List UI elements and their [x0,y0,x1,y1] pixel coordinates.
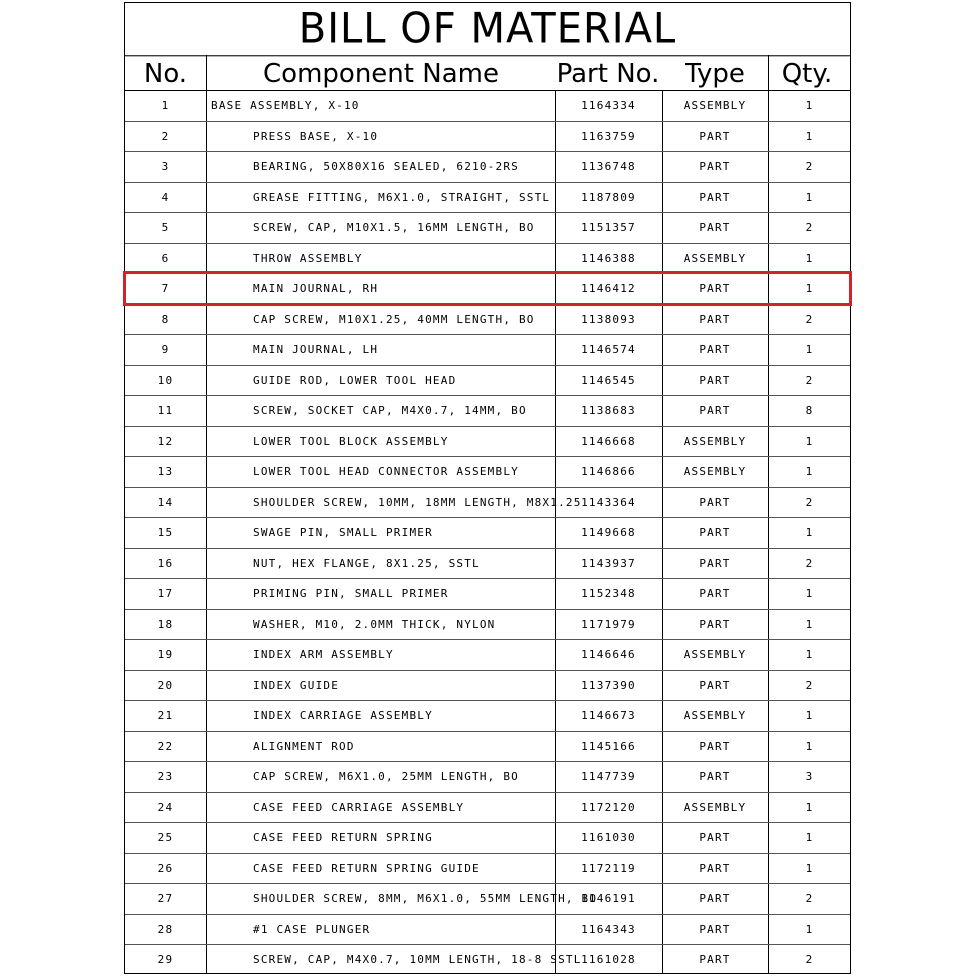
row-qty: 1 [805,617,814,631]
row-no: 25 [157,831,174,844]
row-qty: 1 [805,282,814,295]
table-row [125,152,850,183]
row-no: 18 [157,617,174,631]
row-qty: 1 [805,587,814,600]
row-type: PART [699,678,731,692]
row-no: 26 [157,861,174,875]
row-part-no: 1161030 [581,831,636,844]
table-row [125,488,850,519]
row-qty: 1 [805,739,814,753]
row-part-no: 1143364 [581,495,636,509]
row-component-name: GREASE FITTING, M6X1.0, STRAIGHT, SSTL [253,190,551,204]
row-type: PART [699,404,731,417]
row-component-name: SHOULDER SCREW, 10MM, 18MM LENGTH, M8X1.25 [253,495,582,509]
table-row [125,854,850,885]
row-part-no: 1146574 [581,343,636,356]
table-row [125,610,850,641]
table-row [125,396,850,427]
row-type: PART [699,831,731,844]
row-qty: 2 [805,312,814,326]
row-qty: 8 [805,404,814,417]
row-no: 3 [161,160,170,173]
row-type: PART [699,312,731,326]
bom-table [124,2,851,974]
header-no: No. [143,59,188,89]
table-row [125,183,850,214]
row-part-no: 1146668 [581,434,636,448]
header-qty: Qty. [781,59,833,89]
row-qty: 1 [805,190,814,204]
row-no: 23 [157,770,174,783]
row-type: ASSEMBLY [683,434,747,448]
row-type: PART [699,282,731,295]
row-no: 6 [161,251,170,265]
row-component-name: CASE FEED CARRIAGE ASSEMBLY [253,800,465,814]
row-part-no: 1171979 [581,617,636,631]
row-type: PART [699,526,731,539]
table-row [125,701,850,732]
row-component-name: MAIN JOURNAL, RH [253,282,379,295]
row-component-name: SHOULDER SCREW, 8MM, M6X1.0, 55MM LENGTH, BO [253,892,598,905]
table-row [125,579,850,610]
row-type: PART [699,587,731,600]
row-qty: 2 [805,556,814,570]
row-qty: 2 [805,678,814,692]
row-no: 19 [157,648,174,661]
row-part-no: 1163759 [581,129,636,143]
row-component-name: SWAGE PIN, SMALL PRIMER [253,526,433,539]
row-component-name: INDEX GUIDE [253,678,340,692]
table-row [125,91,850,122]
row-type: ASSEMBLY [683,251,747,265]
row-part-no: 1146412 [581,282,636,295]
row-no: 21 [157,709,174,722]
table-row [125,884,850,915]
table-row [125,457,850,488]
row-no: 8 [161,312,170,326]
row-qty: 2 [805,892,814,905]
row-part-no: 1146646 [581,648,636,661]
row-no: 2 [161,129,170,143]
table-row [125,274,850,305]
row-component-name: SCREW, SOCKET CAP, M4X0.7, 14MM, BO [253,404,527,417]
row-qty: 1 [805,343,814,356]
row-component-name: CASE FEED RETURN SPRING GUIDE [253,861,480,875]
row-no: 16 [157,556,174,570]
row-no: 11 [157,404,174,417]
row-part-no: 1164343 [581,922,636,936]
table-row [125,244,850,275]
row-part-no: 1146866 [581,465,636,478]
row-no: 4 [161,190,170,204]
row-qty: 1 [805,129,814,143]
row-type: PART [699,892,731,905]
row-part-no: 1145166 [581,739,636,753]
row-component-name: SCREW, CAP, M4X0.7, 10MM LENGTH, 18-8 SSTL [253,953,582,966]
row-type: PART [699,190,731,204]
row-component-name: CAP SCREW, M10X1.25, 40MM LENGTH, BO [253,312,535,326]
table-row [125,793,850,824]
row-type: PART [699,861,731,875]
table-row [125,762,850,793]
page-title: BILL OF MATERIAL [125,2,850,57]
table-row [125,335,850,366]
row-no: 1 [161,99,170,112]
row-component-name: MAIN JOURNAL, LH [253,343,379,356]
row-component-name: GUIDE ROD, LOWER TOOL HEAD [253,373,457,387]
row-component-name: BASE ASSEMBLY, X-10 [211,99,360,112]
row-type: ASSEMBLY [683,800,747,814]
row-component-name: NUT, HEX FLANGE, 8X1.25, SSTL [253,556,480,570]
table-row [125,945,850,976]
header-type: Type [685,59,745,89]
row-qty: 1 [805,465,814,478]
row-part-no: 1152348 [581,587,636,600]
row-part-no: 1138683 [581,404,636,417]
row-qty: 1 [805,648,814,661]
row-component-name: PRIMING PIN, SMALL PRIMER [253,587,449,600]
header-part-no: Part No. [556,59,660,89]
row-type: PART [699,953,731,966]
row-part-no: 1187809 [581,190,636,204]
row-no: 15 [157,526,174,539]
row-part-no: 1143937 [581,556,636,570]
row-component-name: #1 CASE PLUNGER [253,922,371,936]
table-row [125,823,850,854]
row-type: PART [699,373,731,387]
row-type: ASSEMBLY [683,709,747,722]
row-no: 9 [161,343,170,356]
row-no: 24 [157,800,174,814]
row-qty: 1 [805,922,814,936]
row-component-name: ALIGNMENT ROD [253,739,355,753]
row-no: 27 [157,892,174,905]
row-part-no: 1151357 [581,221,636,234]
row-part-no: 1161028 [581,953,636,966]
row-qty: 1 [805,434,814,448]
row-part-no: 1146388 [581,251,636,265]
row-part-no: 1172119 [581,861,636,875]
row-qty: 1 [805,800,814,814]
row-qty: 1 [805,861,814,875]
row-no: 10 [157,373,174,387]
row-type: PART [699,922,731,936]
row-qty: 2 [805,221,814,234]
row-component-name: CASE FEED RETURN SPRING [253,831,433,844]
row-component-name: PRESS BASE, X-10 [253,129,379,143]
row-component-name: WASHER, M10, 2.0MM THICK, NYLON [253,617,496,631]
table-row [125,915,850,946]
row-qty: 1 [805,709,814,722]
row-no: 17 [157,587,174,600]
table-row [125,122,850,153]
row-no: 22 [157,739,174,753]
row-component-name: INDEX CARRIAGE ASSEMBLY [253,709,433,722]
row-no: 14 [157,495,174,509]
row-component-name: INDEX ARM ASSEMBLY [253,648,394,661]
row-part-no: 1138093 [581,312,636,326]
row-type: PART [699,739,731,753]
row-no: 5 [161,221,170,234]
table-header [125,55,850,91]
row-type: ASSEMBLY [683,99,747,112]
row-no: 29 [157,953,174,966]
row-no: 12 [157,434,174,448]
row-qty: 1 [805,99,814,112]
row-type: PART [699,343,731,356]
row-no: 20 [157,678,174,692]
row-part-no: 1146673 [581,709,636,722]
row-component-name: SCREW, CAP, M10X1.5, 16MM LENGTH, BO [253,221,535,234]
row-qty: 1 [805,251,814,265]
row-type: PART [699,160,731,173]
row-qty: 2 [805,373,814,387]
table-row [125,671,850,702]
row-qty: 2 [805,953,814,966]
row-qty: 1 [805,831,814,844]
table-row [125,640,850,671]
row-type: PART [699,495,731,509]
row-part-no: 1149668 [581,526,636,539]
row-part-no: 1172120 [581,800,636,814]
table-row [125,427,850,458]
table-row [125,549,850,580]
row-type: PART [699,129,731,143]
row-part-no: 1136748 [581,160,636,173]
row-no: 7 [161,282,170,295]
row-type: ASSEMBLY [683,648,747,661]
table-row [125,518,850,549]
row-part-no: 1137390 [581,678,636,692]
row-type: ASSEMBLY [683,465,747,478]
row-qty: 2 [805,160,814,173]
row-qty: 3 [805,770,814,783]
header-component-name: Component Name [263,59,499,89]
row-no: 28 [157,922,174,936]
row-no: 13 [157,465,174,478]
row-type: PART [699,770,731,783]
row-qty: 1 [805,526,814,539]
table-row [125,213,850,244]
row-component-name: CAP SCREW, M6X1.0, 25MM LENGTH, BO [253,770,519,783]
row-type: PART [699,221,731,234]
row-component-name: THROW ASSEMBLY [253,251,363,265]
row-component-name: LOWER TOOL BLOCK ASSEMBLY [253,434,449,448]
row-type: PART [699,617,731,631]
row-type: PART [699,556,731,570]
row-part-no: 1146191 [581,892,636,905]
row-part-no: 1146545 [581,373,636,387]
row-part-no: 1164334 [581,99,636,112]
row-component-name: LOWER TOOL HEAD CONNECTOR ASSEMBLY [253,465,519,478]
row-part-no: 1147739 [581,770,636,783]
row-component-name: BEARING, 50X80X16 SEALED, 6210-2RS [253,160,519,173]
table-row [125,732,850,763]
table-row [125,366,850,397]
row-qty: 2 [805,495,814,509]
table-row [125,305,850,336]
